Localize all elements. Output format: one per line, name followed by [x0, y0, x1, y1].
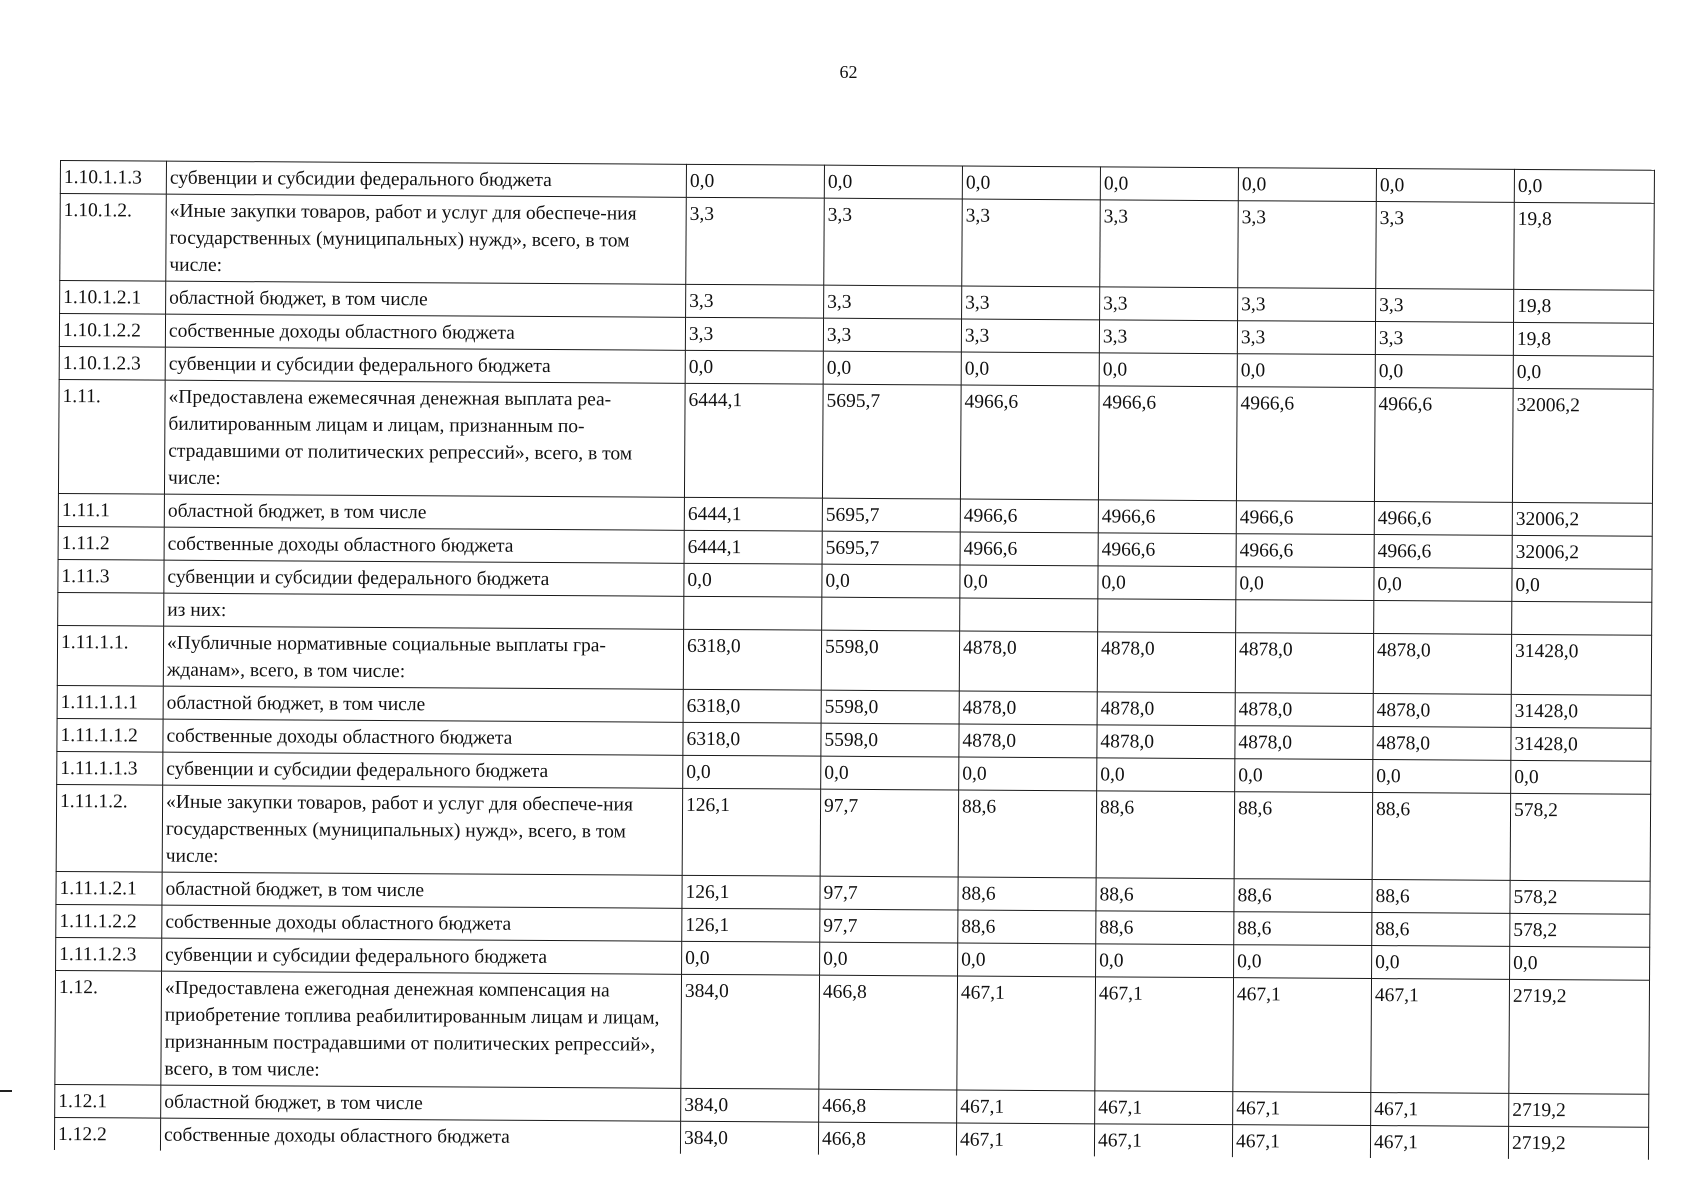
row-name: субвенции и субсидии федерального бюджета	[164, 560, 684, 596]
table-body	[54, 161, 1654, 1160]
value-cell: 88,6	[1372, 793, 1511, 881]
value-cell	[822, 597, 960, 631]
value-cell: 88,6	[958, 877, 1096, 911]
value-cell: 3,3	[824, 198, 963, 286]
value-cell: 6318,0	[683, 689, 821, 723]
total-cell: 19,8	[1514, 289, 1654, 323]
row-name: «Иные закупки товаров, работ и услуг для обеспече-ния государственных (муниципальных) нужд», всего, в том числе:	[166, 194, 687, 284]
total-cell: 32006,2	[1512, 388, 1653, 503]
value-cell: 0,0	[1374, 568, 1512, 602]
row-name: «Публичные нормативные социальные выплаты гра-жданам», всего, в том числе:	[163, 626, 683, 689]
row-name: областной бюджет, в том числе	[161, 1085, 681, 1121]
value-cell: 0,0	[683, 755, 821, 789]
row-name: субвенции и субсидии федерального бюджета	[162, 938, 682, 974]
value-cell: 4878,0	[1097, 692, 1235, 726]
value-cell: 0,0	[1100, 167, 1238, 201]
value-cell: 6318,0	[683, 629, 821, 690]
total-cell: 31428,0	[1511, 694, 1651, 728]
row-name: из них:	[164, 593, 684, 629]
row-number: 1.11.3	[58, 559, 164, 593]
total-cell: 578,2	[1510, 793, 1651, 881]
row-number: 1.11.1.2.	[56, 784, 163, 872]
value-cell: 0,0	[1238, 168, 1376, 202]
value-cell: 88,6	[1234, 912, 1372, 946]
value-cell: 0,0	[686, 164, 824, 198]
value-cell	[1236, 600, 1374, 634]
value-cell: 4878,0	[959, 691, 1097, 725]
value-cell: 466,8	[818, 1122, 956, 1155]
value-cell: 467,1	[1095, 977, 1234, 1092]
value-cell: 467,1	[1371, 979, 1510, 1094]
total-cell: 0,0	[1513, 355, 1653, 389]
value-cell: 88,6	[1372, 913, 1510, 947]
row-name: субвенции и субсидии федерального бюджета	[166, 161, 686, 197]
row-name: собственные доходы областного бюджета	[160, 1118, 680, 1154]
value-cell: 3,3	[1375, 322, 1513, 356]
total-cell: 19,8	[1513, 322, 1653, 356]
value-cell: 126,1	[682, 908, 820, 942]
value-cell: 3,3	[1238, 288, 1376, 322]
value-cell: 5598,0	[821, 690, 959, 724]
value-cell: 3,3	[823, 318, 961, 352]
value-cell: 0,0	[962, 166, 1100, 200]
total-cell: 578,2	[1510, 880, 1650, 914]
value-cell: 126,1	[682, 788, 821, 876]
value-cell: 467,1	[1232, 1125, 1370, 1158]
row-number: 1.10.1.2.1	[60, 281, 166, 315]
total-cell: 2719,2	[1508, 1126, 1648, 1159]
table-row	[60, 194, 1655, 291]
row-name: «Предоставлена ежегодная денежная компенсация на приобретение топлива реабилитированным лицам и лицам, признанным пострадавшими от политических репрессий», всего, в том числе:	[161, 971, 682, 1088]
row-name: субвенции и субсидии федерального бюджета	[165, 347, 685, 383]
total-cell	[1512, 601, 1652, 635]
value-cell: 4966,6	[960, 499, 1098, 533]
row-number: 1.10.1.2.3	[59, 346, 165, 380]
value-cell: 88,6	[1372, 880, 1510, 914]
margin-mark	[0, 1090, 12, 1092]
value-cell: 4966,6	[1374, 502, 1512, 536]
value-cell: 3,3	[1376, 289, 1514, 323]
row-number: 1.10.1.2.2	[59, 314, 165, 348]
table-row	[55, 970, 1650, 1094]
value-cell: 467,1	[1371, 1093, 1509, 1127]
row-name: собственные доходы областного бюджета	[162, 905, 682, 941]
total-cell: 0,0	[1511, 760, 1651, 794]
row-number: 1.11.1.1.3	[57, 751, 163, 785]
value-cell: 88,6	[958, 910, 1096, 944]
table-row	[58, 379, 1653, 503]
value-cell: 4878,0	[1235, 633, 1373, 694]
total-cell: 2719,2	[1509, 979, 1650, 1094]
value-cell: 126,1	[682, 875, 820, 909]
value-cell	[960, 598, 1098, 632]
total-cell: 19,8	[1514, 202, 1655, 290]
value-cell: 4966,6	[1374, 535, 1512, 569]
value-cell: 3,3	[1376, 202, 1515, 290]
total-cell: 0,0	[1512, 568, 1652, 602]
value-cell: 0,0	[1372, 946, 1510, 980]
value-cell: 467,1	[957, 976, 1096, 1091]
value-cell: 0,0	[684, 563, 822, 597]
row-number: 1.12.1	[55, 1084, 161, 1118]
value-cell: 467,1	[1094, 1124, 1232, 1157]
value-cell: 5598,0	[821, 723, 959, 757]
value-cell: 3,3	[962, 286, 1100, 320]
value-cell: 466,8	[819, 975, 958, 1090]
value-cell: 3,3	[961, 319, 1099, 353]
table-row	[57, 625, 1651, 695]
value-cell: 6444,1	[684, 530, 822, 564]
total-cell: 0,0	[1514, 169, 1654, 203]
row-name: областной бюджет, в том числе	[163, 686, 683, 722]
value-cell	[1098, 599, 1236, 633]
value-cell: 466,8	[819, 1089, 957, 1123]
value-cell: 4966,6	[1098, 500, 1236, 534]
row-number: 1.11.1.2.1	[56, 871, 162, 905]
value-cell: 467,1	[1370, 1126, 1508, 1159]
row-number: 1.11.	[58, 379, 165, 494]
value-cell: 467,1	[1233, 978, 1372, 1093]
value-cell: 88,6	[1096, 791, 1235, 879]
value-cell: 4878,0	[1373, 694, 1511, 728]
value-cell: 5695,7	[822, 498, 960, 532]
value-cell: 467,1	[957, 1090, 1095, 1124]
row-number: 1.11.1.1.	[57, 625, 163, 686]
value-cell: 4878,0	[1373, 727, 1511, 761]
value-cell: 0,0	[1236, 567, 1374, 601]
total-cell: 578,2	[1510, 913, 1650, 947]
row-name: собственные доходы областного бюджета	[164, 527, 684, 563]
total-cell: 32006,2	[1512, 502, 1652, 536]
row-name: областной бюджет, в том числе	[164, 494, 684, 530]
total-cell: 31428,0	[1511, 727, 1651, 761]
budget-table	[54, 160, 1655, 1160]
value-cell: 5695,7	[822, 384, 961, 499]
value-cell: 5695,7	[822, 531, 960, 565]
value-cell: 0,0	[1097, 758, 1235, 792]
value-cell: 5598,0	[821, 630, 959, 691]
value-cell: 0,0	[1235, 759, 1373, 793]
value-cell: 4966,6	[1098, 386, 1237, 501]
value-cell: 88,6	[1234, 879, 1372, 913]
row-name: областной бюджет, в том числе	[166, 281, 686, 317]
value-cell: 6318,0	[683, 722, 821, 756]
value-cell: 3,3	[1099, 320, 1237, 354]
row-number: 1.11.2	[58, 526, 164, 560]
value-cell: 4966,6	[1098, 533, 1236, 567]
row-name: «Иные закупки товаров, работ и услуг для обеспече-ния государственных (муниципальных) нужд», всего, в том числе:	[162, 785, 683, 875]
value-cell: 4878,0	[1097, 632, 1235, 693]
value-cell: 0,0	[682, 941, 820, 975]
value-cell: 0,0	[1096, 944, 1234, 978]
value-cell: 4966,6	[1236, 501, 1374, 535]
row-name: собственные доходы областного бюджета	[163, 719, 683, 755]
row-name: «Предоставлена ежемесячная денежная выплата реа-билитированным лицам и лицам, признанным по-страдавшими от политических репрессий», всего, в том числе:	[164, 380, 685, 497]
value-cell: 88,6	[1096, 911, 1234, 945]
value-cell: 0,0	[1375, 355, 1513, 389]
value-cell: 3,3	[824, 285, 962, 319]
row-number: 1.11.1.1.2	[57, 718, 163, 752]
total-cell: 2719,2	[1509, 1093, 1649, 1127]
value-cell: 3,3	[685, 317, 823, 351]
value-cell: 4966,6	[1236, 387, 1375, 502]
row-number: 1.11.1.2.3	[56, 937, 162, 971]
row-number: 1.11.1.1.1	[57, 685, 163, 719]
value-cell: 4966,6	[1374, 388, 1513, 503]
value-cell: 4878,0	[1235, 726, 1373, 760]
row-number: 1.12.2	[54, 1117, 160, 1150]
value-cell: 6444,1	[684, 497, 822, 531]
value-cell: 0,0	[1373, 760, 1511, 794]
value-cell	[1374, 601, 1512, 635]
value-cell: 0,0	[960, 565, 1098, 599]
value-cell: 467,1	[1095, 1091, 1233, 1125]
row-name: собственные доходы областного бюджета	[165, 314, 685, 350]
value-cell: 4966,6	[960, 532, 1098, 566]
value-cell: 3,3	[686, 284, 824, 318]
value-cell: 0,0	[1099, 353, 1237, 387]
value-cell: 467,1	[956, 1123, 1094, 1156]
value-cell: 384,0	[681, 1088, 819, 1122]
page-number: 62	[839, 62, 858, 82]
value-cell: 0,0	[823, 351, 961, 385]
value-cell: 4966,6	[960, 385, 1099, 500]
value-cell: 88,6	[958, 790, 1097, 878]
total-cell: 0,0	[1510, 946, 1650, 980]
table-row	[56, 784, 1651, 881]
value-cell: 4966,6	[1236, 534, 1374, 568]
value-cell	[684, 596, 822, 630]
row-name: областной бюджет, в том числе	[162, 872, 682, 908]
value-cell: 0,0	[961, 352, 1099, 386]
value-cell: 3,3	[1237, 321, 1375, 355]
value-cell: 88,6	[1234, 792, 1373, 880]
value-cell: 3,3	[1100, 200, 1239, 288]
value-cell: 3,3	[1100, 287, 1238, 321]
row-number: 1.10.1.1.3	[60, 161, 166, 195]
value-cell: 0,0	[1376, 169, 1514, 203]
row-number: 1.12.	[55, 970, 162, 1085]
row-number	[58, 592, 164, 626]
value-cell: 4878,0	[959, 631, 1097, 692]
value-cell: 0,0	[820, 942, 958, 976]
value-cell: 0,0	[1098, 566, 1236, 600]
value-cell: 3,3	[686, 197, 825, 285]
value-cell: 384,0	[680, 1121, 818, 1154]
value-cell: 4878,0	[1235, 693, 1373, 727]
value-cell: 6444,1	[684, 383, 823, 498]
value-cell: 4878,0	[1097, 725, 1235, 759]
value-cell: 0,0	[685, 350, 823, 384]
value-cell: 4878,0	[1373, 634, 1511, 695]
row-name: субвенции и субсидии федерального бюджета	[163, 752, 683, 788]
value-cell: 0,0	[1234, 945, 1372, 979]
total-cell: 32006,2	[1512, 535, 1652, 569]
value-cell: 3,3	[962, 199, 1101, 287]
value-cell: 467,1	[1233, 1092, 1371, 1126]
value-cell: 384,0	[681, 974, 820, 1089]
value-cell: 97,7	[820, 789, 959, 877]
row-number: 1.11.1	[58, 493, 164, 527]
value-cell: 97,7	[820, 909, 958, 943]
value-cell: 0,0	[822, 564, 960, 598]
value-cell: 0,0	[1237, 354, 1375, 388]
value-cell: 4878,0	[959, 724, 1097, 758]
value-cell: 0,0	[959, 757, 1097, 791]
row-number: 1.11.1.2.2	[56, 904, 162, 938]
total-cell: 31428,0	[1511, 634, 1651, 695]
value-cell: 88,6	[1096, 878, 1234, 912]
value-cell: 97,7	[820, 876, 958, 910]
value-cell: 3,3	[1238, 201, 1377, 289]
value-cell: 0,0	[958, 943, 1096, 977]
value-cell: 0,0	[821, 756, 959, 790]
value-cell: 0,0	[824, 165, 962, 199]
row-number: 1.10.1.2.	[60, 194, 167, 282]
